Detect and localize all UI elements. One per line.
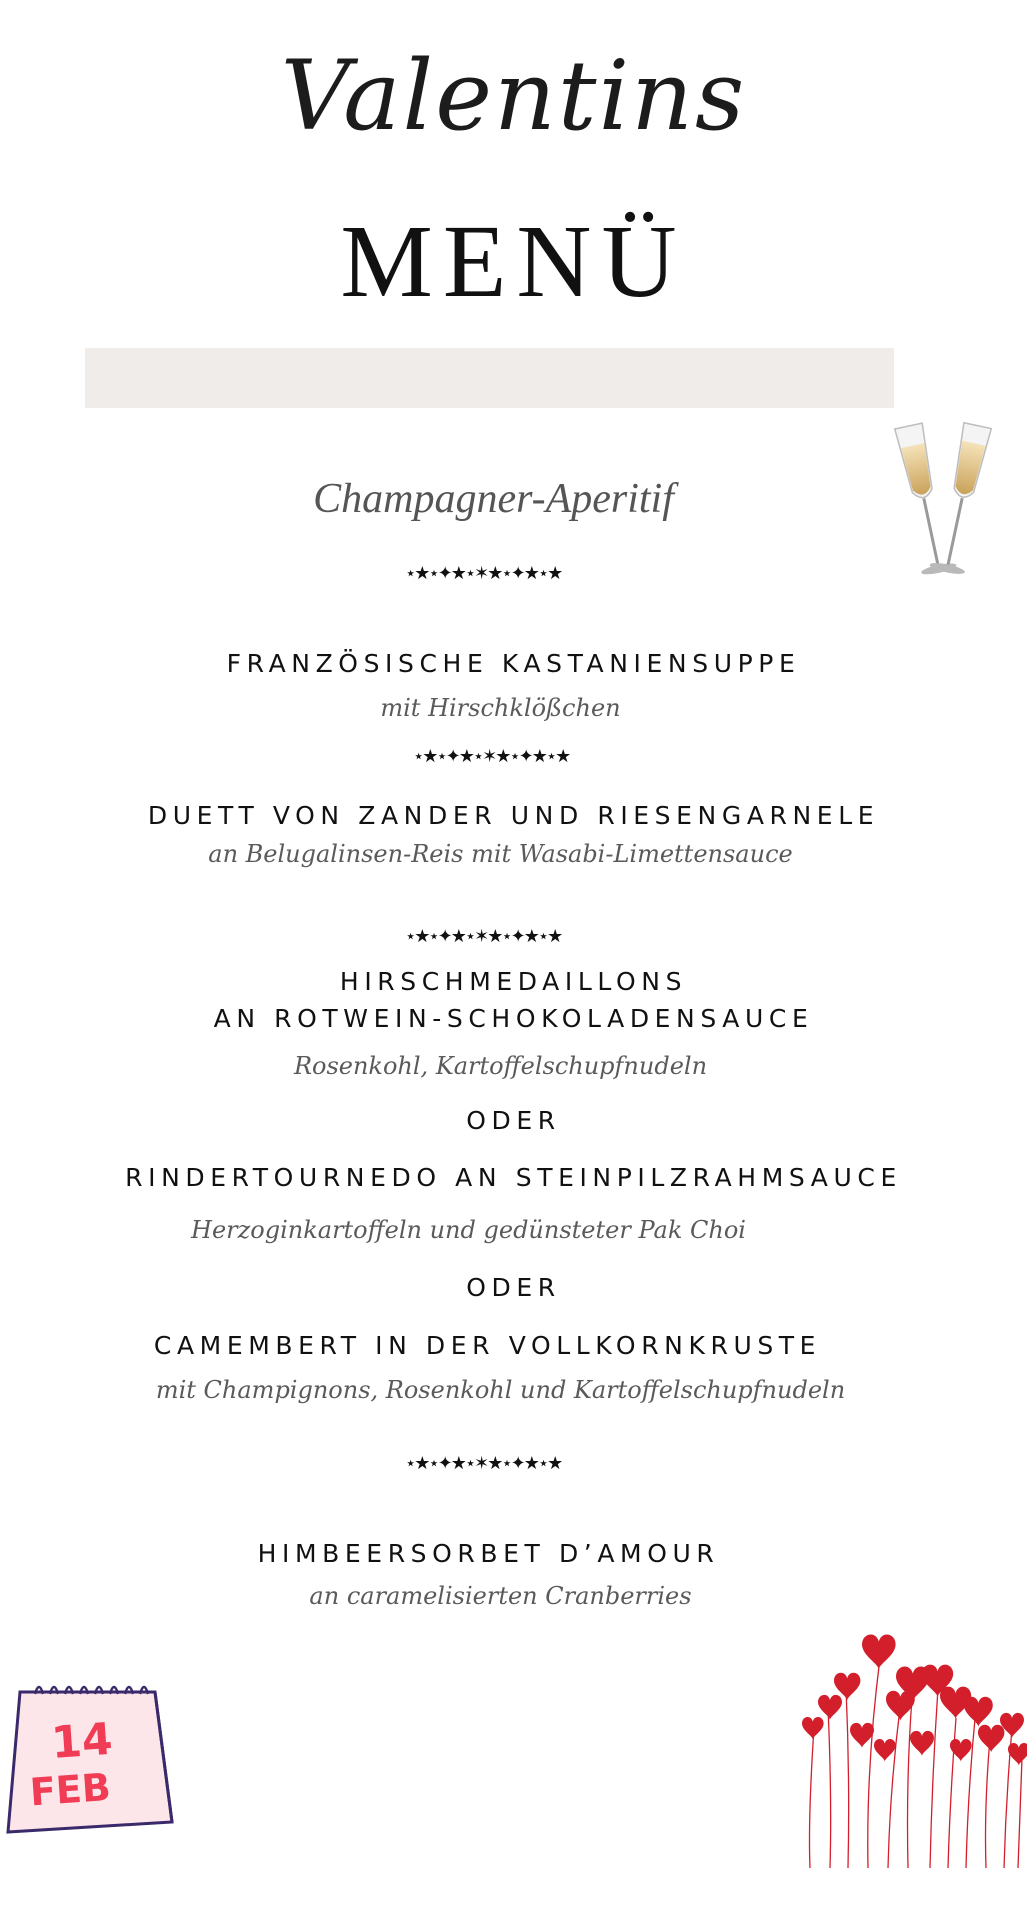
main1-title-line2: AN ROTWEIN-SCHOKOLADENSAUCE xyxy=(213,1004,814,1033)
calendar-icon xyxy=(0,1672,180,1844)
main1-desc: Rosenkohl, Kartoffelschupfnudeln xyxy=(293,1052,708,1080)
star-divider-icon xyxy=(413,740,613,770)
script-title: Valentins xyxy=(280,40,747,152)
aperitif-title: Champagner-Aperitif xyxy=(313,476,674,522)
calendar-day: 14 xyxy=(49,1713,115,1769)
dessert-desc: an caramelisierten Cranberries xyxy=(309,1582,692,1610)
star-divider-icon xyxy=(405,1447,605,1477)
main2-title: RINDERTOURNEDO AN STEINPILZRAHMSAUCE xyxy=(125,1163,902,1192)
main2-desc: Herzoginkartoffeln und gedünsteter Pak Choi xyxy=(191,1216,746,1244)
course1-title: FRANZÖSISCHE KASTANIENSUPPE xyxy=(226,649,801,678)
dessert-title: HIMBEERSORBET D’AMOUR xyxy=(257,1539,720,1568)
oder-separator: ODER xyxy=(466,1273,561,1302)
course2-desc: an Belugalinsen-Reis mit Wasabi-Limettensauce xyxy=(208,840,793,868)
oder-separator: ODER xyxy=(466,1106,561,1135)
calendar-month: FEB xyxy=(28,1764,113,1815)
menu-title: MENÜ xyxy=(340,204,687,319)
main1-title xyxy=(0,963,1027,1037)
svg-text:⋆★⋆✦★⋆✶★⋆✦★⋆★: ⋆★⋆✦★⋆✶★⋆✦★⋆★ xyxy=(405,563,562,584)
svg-text:⋆★⋆✦★⋆✶★⋆✦★⋆★: ⋆★⋆✦★⋆✶★⋆✦★⋆★ xyxy=(405,926,562,947)
star-divider-icon xyxy=(405,920,605,950)
svg-text:⋆★⋆✦★⋆✶★⋆✦★⋆★: ⋆★⋆✦★⋆✶★⋆✦★⋆★ xyxy=(413,746,570,767)
main3-title: CAMEMBERT IN DER VOLLKORNKRUSTE xyxy=(153,1331,822,1360)
hearts-bouquet-icon xyxy=(790,1628,1027,1868)
main3-desc: mit Champignons, Rosenkohl und Kartoffelschupfnudeln xyxy=(155,1376,846,1404)
course2-title: DUETT VON ZANDER UND RIESENGARNELE xyxy=(147,801,880,830)
course1-desc: mit Hirschklößchen xyxy=(380,694,621,722)
main1-title-line1: HIRSCHMEDAILLONS xyxy=(339,967,688,996)
title-band xyxy=(85,348,894,408)
star-divider-icon xyxy=(405,557,605,587)
svg-text:⋆★⋆✦★⋆✶★⋆✦★⋆★: ⋆★⋆✦★⋆✶★⋆✦★⋆★ xyxy=(405,1453,562,1474)
